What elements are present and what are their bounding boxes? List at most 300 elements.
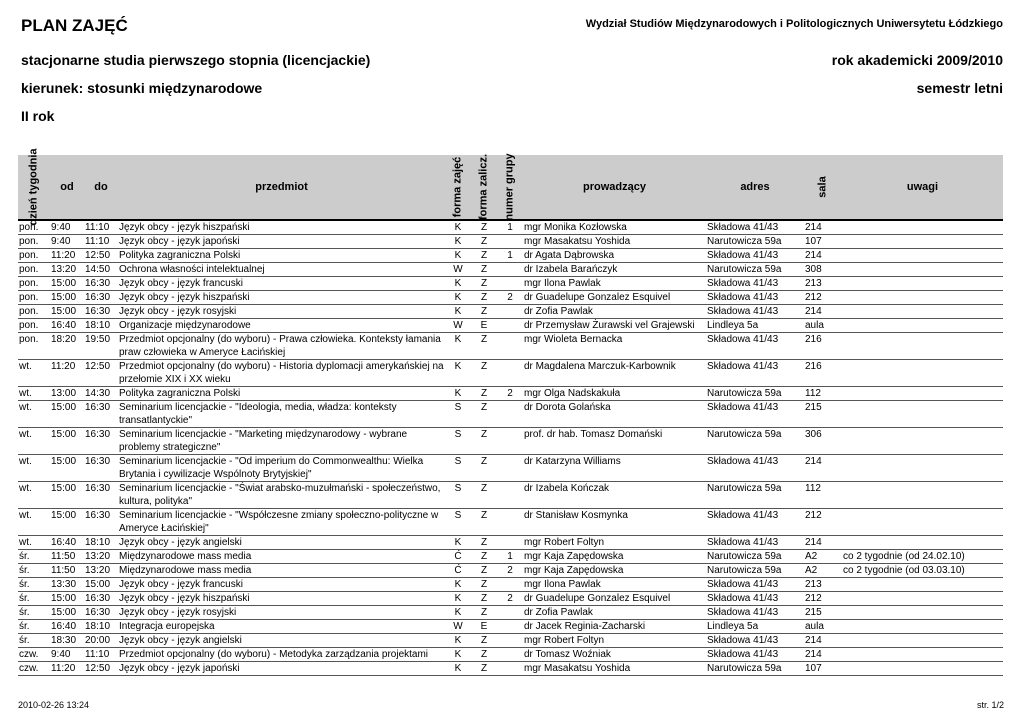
cell-subject: Język obcy - język hiszpański (118, 220, 445, 235)
cell-subject: Seminarium licencjackie - "Ideologia, media, władza: konteksty transatlantyckie" (118, 401, 445, 428)
cell-notes (842, 333, 1003, 360)
cell-teacher: dr Agata Dąbrowska (523, 249, 706, 263)
cell-group (497, 634, 523, 648)
cell-teacher: dr Guadelupe Gonzalez Esquivel (523, 592, 706, 606)
cell-notes (842, 263, 1003, 277)
cell-form: K (445, 249, 471, 263)
cell-subject: Język obcy - język francuski (118, 578, 445, 592)
cell-assessment: Z (471, 564, 497, 578)
cell-assessment: Z (471, 662, 497, 676)
cell-address: Składowa 41/43 (706, 634, 804, 648)
cell-notes (842, 592, 1003, 606)
table-row (18, 220, 1003, 235)
cell-teacher: dr Magdalena Marczuk-Karbownik (523, 360, 706, 387)
cell-address: Składowa 41/43 (706, 333, 804, 360)
cell-address: Składowa 41/43 (706, 578, 804, 592)
cell-group: 1 (497, 220, 523, 235)
cell-to: 11:10 (84, 235, 118, 249)
col-address-header: adres (706, 155, 804, 220)
cell-address: Składowa 41/43 (706, 277, 804, 291)
cell-room: 213 (804, 277, 842, 291)
cell-teacher: dr Jacek Reginia-Zacharski (523, 620, 706, 634)
cell-day: pon. (18, 277, 50, 291)
cell-notes (842, 536, 1003, 550)
course-year: II rok (21, 108, 55, 124)
cell-teacher: dr Tomasz Woźniak (523, 648, 706, 662)
cell-notes (842, 360, 1003, 387)
cell-from: 13:20 (50, 263, 84, 277)
cell-address: Składowa 41/43 (706, 220, 804, 235)
cell-subject: Język obcy - język rosyjski (118, 305, 445, 319)
cell-from: 15:00 (50, 606, 84, 620)
field-of-study: kierunek: stosunki międzynarodowe (21, 80, 263, 96)
cell-assessment: Z (471, 360, 497, 387)
cell-assessment: Z (471, 333, 497, 360)
cell-to: 16:30 (84, 509, 118, 536)
cell-subject: Seminarium licencjackie - "Współczesne zmiany społeczno-polityczne w Ameryce Łacińskiej" (118, 509, 445, 536)
cell-form: W (445, 620, 471, 634)
cell-to: 12:50 (84, 360, 118, 387)
cell-room: 112 (804, 387, 842, 401)
cell-form: K (445, 578, 471, 592)
cell-form: S (445, 455, 471, 482)
cell-group (497, 648, 523, 662)
cell-form: K (445, 662, 471, 676)
cell-from: 15:00 (50, 482, 84, 509)
cell-from: 15:00 (50, 277, 84, 291)
cell-subject: Polityka zagraniczna Polski (118, 387, 445, 401)
cell-room: 216 (804, 360, 842, 387)
cell-assessment: Z (471, 648, 497, 662)
cell-from: 16:40 (50, 536, 84, 550)
cell-notes (842, 401, 1003, 428)
table-row (18, 482, 1003, 509)
cell-group (497, 263, 523, 277)
cell-assessment: E (471, 319, 497, 333)
cell-notes (842, 482, 1003, 509)
cell-address: Narutowicza 59a (706, 662, 804, 676)
cell-subject: Seminarium licencjackie - "Od imperium do Commonwealthu: Wielka Brytania i cywilizacje Wspólnoty Brytyjskiej" (118, 455, 445, 482)
cell-assessment: Z (471, 263, 497, 277)
cell-notes: co 2 tygodnie (od 03.03.10) (842, 564, 1003, 578)
cell-group (497, 428, 523, 455)
cell-group: 2 (497, 564, 523, 578)
cell-to: 14:30 (84, 387, 118, 401)
cell-day: śr. (18, 606, 50, 620)
cell-day: pon. (18, 220, 50, 235)
table-row (18, 550, 1003, 564)
cell-group (497, 360, 523, 387)
cell-assessment: Z (471, 220, 497, 235)
cell-group (497, 305, 523, 319)
cell-notes (842, 662, 1003, 676)
cell-form: K (445, 387, 471, 401)
cell-to: 18:10 (84, 536, 118, 550)
cell-from: 15:00 (50, 305, 84, 319)
cell-form: K (445, 333, 471, 360)
cell-group: 2 (497, 291, 523, 305)
cell-teacher: mgr Masakatsu Yoshida (523, 662, 706, 676)
cell-from: 18:30 (50, 634, 84, 648)
cell-to: 20:00 (84, 634, 118, 648)
cell-room: 214 (804, 249, 842, 263)
table-row (18, 333, 1003, 360)
cell-day: wt. (18, 360, 50, 387)
cell-to: 16:30 (84, 606, 118, 620)
cell-form: W (445, 263, 471, 277)
cell-assessment: Z (471, 606, 497, 620)
cell-to: 18:10 (84, 319, 118, 333)
cell-to: 16:30 (84, 482, 118, 509)
cell-assessment: Z (471, 277, 497, 291)
cell-room: 212 (804, 509, 842, 536)
cell-notes (842, 606, 1003, 620)
cell-address: Lindleya 5a (706, 620, 804, 634)
cell-day: wt. (18, 387, 50, 401)
cell-address: Składowa 41/43 (706, 536, 804, 550)
cell-form: K (445, 592, 471, 606)
cell-subject: Język obcy - język rosyjski (118, 606, 445, 620)
cell-address: Składowa 41/43 (706, 360, 804, 387)
cell-address: Składowa 41/43 (706, 509, 804, 536)
cell-day: śr. (18, 550, 50, 564)
cell-group (497, 277, 523, 291)
cell-to: 12:50 (84, 662, 118, 676)
table-row (18, 536, 1003, 550)
col-from-header: od (50, 155, 84, 220)
cell-notes (842, 220, 1003, 235)
cell-day: wt. (18, 509, 50, 536)
cell-subject: Polityka zagraniczna Polski (118, 249, 445, 263)
col-to-header: do (84, 155, 118, 220)
cell-address: Lindleya 5a (706, 319, 804, 333)
cell-room: 214 (804, 455, 842, 482)
cell-assessment: Z (471, 401, 497, 428)
table-row (18, 620, 1003, 634)
cell-address: Narutowicza 59a (706, 263, 804, 277)
print-date: 2010-02-26 13:24 (18, 700, 90, 710)
cell-to: 14:50 (84, 263, 118, 277)
cell-room: 214 (804, 305, 842, 319)
cell-assessment: E (471, 620, 497, 634)
cell-subject: Język obcy - język francuski (118, 277, 445, 291)
cell-to: 11:10 (84, 220, 118, 235)
cell-day: śr. (18, 634, 50, 648)
cell-subject: Język obcy - język hiszpański (118, 592, 445, 606)
cell-day: wt. (18, 536, 50, 550)
cell-subject: Międzynarodowe mass media (118, 550, 445, 564)
cell-to: 16:30 (84, 455, 118, 482)
table-row (18, 291, 1003, 305)
cell-day: pon. (18, 249, 50, 263)
cell-subject: Integracja europejska (118, 620, 445, 634)
cell-subject: Międzynarodowe mass media (118, 564, 445, 578)
cell-from: 15:00 (50, 428, 84, 455)
cell-group (497, 662, 523, 676)
cell-to: 16:30 (84, 305, 118, 319)
col-subject-header: przedmiot (118, 155, 445, 220)
cell-day: pon. (18, 319, 50, 333)
cell-from: 13:30 (50, 578, 84, 592)
cell-from: 15:00 (50, 455, 84, 482)
table-row (18, 249, 1003, 263)
cell-to: 16:30 (84, 291, 118, 305)
cell-subject: Język obcy - język hiszpański (118, 291, 445, 305)
cell-assessment: Z (471, 291, 497, 305)
cell-teacher: dr Dorota Golańska (523, 401, 706, 428)
cell-group (497, 455, 523, 482)
col-notes-header: uwagi (842, 155, 1003, 220)
cell-from: 15:00 (50, 401, 84, 428)
cell-notes (842, 634, 1003, 648)
cell-to: 11:10 (84, 648, 118, 662)
cell-from: 16:40 (50, 319, 84, 333)
cell-form: K (445, 648, 471, 662)
cell-room: 215 (804, 401, 842, 428)
cell-day: wt. (18, 428, 50, 455)
cell-teacher: prof. dr hab. Tomasz Domański (523, 428, 706, 455)
cell-subject: Organizacje międzynarodowe (118, 319, 445, 333)
col-teachers-header: prowadzący (523, 155, 706, 220)
cell-assessment: Z (471, 305, 497, 319)
cell-from: 16:40 (50, 620, 84, 634)
cell-teacher: dr Zofia Pawlak (523, 305, 706, 319)
cell-teacher: mgr Kaja Zapędowska (523, 564, 706, 578)
cell-teacher: mgr Wioleta Bernacka (523, 333, 706, 360)
cell-notes (842, 291, 1003, 305)
cell-address: Składowa 41/43 (706, 606, 804, 620)
cell-assessment: Z (471, 455, 497, 482)
cell-room: 306 (804, 428, 842, 455)
cell-form: W (445, 319, 471, 333)
col-form-header: forma zajęć (445, 155, 471, 220)
table-row (18, 564, 1003, 578)
cell-teacher: dr Izabela Kończak (523, 482, 706, 509)
page-number: str. 1/2 (976, 700, 1004, 710)
cell-form: K (445, 220, 471, 235)
cell-teacher: dr Przemysław Żurawski vel Grajewski (523, 319, 706, 333)
cell-notes (842, 387, 1003, 401)
table-row (18, 235, 1003, 249)
semester: semestr letni (916, 80, 1003, 96)
cell-group (497, 319, 523, 333)
cell-group (497, 620, 523, 634)
cell-notes (842, 509, 1003, 536)
studies-type: stacjonarne studia pierwszego stopnia (licencjackie) (21, 52, 371, 68)
cell-notes (842, 648, 1003, 662)
cell-assessment: Z (471, 482, 497, 509)
cell-notes (842, 620, 1003, 634)
cell-group (497, 509, 523, 536)
col-group-header: numer grupy (497, 155, 523, 220)
cell-assessment: Z (471, 634, 497, 648)
cell-address: Składowa 41/43 (706, 249, 804, 263)
cell-day: czw. (18, 662, 50, 676)
cell-group (497, 333, 523, 360)
table-row (18, 592, 1003, 606)
cell-day: pon. (18, 263, 50, 277)
cell-group: 2 (497, 387, 523, 401)
cell-room: 212 (804, 291, 842, 305)
cell-from: 9:40 (50, 220, 84, 235)
cell-teacher: mgr Monika Kozłowska (523, 220, 706, 235)
cell-assessment: Z (471, 235, 497, 249)
cell-from: 11:20 (50, 360, 84, 387)
cell-address: Narutowicza 59a (706, 482, 804, 509)
col-assessment-header: forma zalicz. (471, 155, 497, 220)
cell-day: wt. (18, 455, 50, 482)
cell-from: 11:50 (50, 564, 84, 578)
cell-subject: Język obcy - język angielski (118, 634, 445, 648)
cell-group: 1 (497, 249, 523, 263)
cell-from: 9:40 (50, 648, 84, 662)
cell-teacher: mgr Ilona Pawlak (523, 277, 706, 291)
cell-group (497, 401, 523, 428)
cell-day: pon. (18, 291, 50, 305)
cell-to: 16:30 (84, 277, 118, 291)
cell-teacher: mgr Masakatsu Yoshida (523, 235, 706, 249)
table-row (18, 606, 1003, 620)
cell-to: 13:20 (84, 550, 118, 564)
cell-assessment: Z (471, 536, 497, 550)
cell-assessment: Z (471, 249, 497, 263)
cell-form: S (445, 482, 471, 509)
cell-room: aula (804, 319, 842, 333)
table-header-row (18, 155, 1003, 220)
cell-form: S (445, 509, 471, 536)
table-row (18, 578, 1003, 592)
cell-room: 213 (804, 578, 842, 592)
cell-form: Ć (445, 564, 471, 578)
cell-from: 15:00 (50, 592, 84, 606)
schedule-table (18, 148, 1003, 676)
cell-subject: Przedmiot opcjonalny (do wyboru) - Prawa człowieka. Konteksty łamania praw człowieka w Ameryce Łacińskiej (118, 333, 445, 360)
table-row (18, 360, 1003, 387)
cell-from: 11:20 (50, 249, 84, 263)
cell-from: 18:20 (50, 333, 84, 360)
cell-to: 16:30 (84, 401, 118, 428)
cell-assessment: Z (471, 509, 497, 536)
cell-address: Narutowicza 59a (706, 235, 804, 249)
cell-day: śr. (18, 564, 50, 578)
cell-teacher: mgr Kaja Zapędowska (523, 550, 706, 564)
table-row (18, 634, 1003, 648)
cell-day: wt. (18, 482, 50, 509)
cell-day: pon. (18, 333, 50, 360)
cell-day: śr. (18, 620, 50, 634)
cell-day: śr. (18, 592, 50, 606)
cell-room: 215 (804, 606, 842, 620)
cell-teacher: mgr Olga Nadskakuła (523, 387, 706, 401)
cell-room: aula (804, 620, 842, 634)
cell-address: Narutowicza 59a (706, 428, 804, 455)
faculty-name: Wydział Studiów Międzynarodowych i Politologicznych Uniwersytetu Łódzkiego (585, 18, 1003, 30)
cell-form: K (445, 291, 471, 305)
cell-assessment: Z (471, 592, 497, 606)
cell-notes (842, 305, 1003, 319)
table-row (18, 401, 1003, 428)
cell-room: 212 (804, 592, 842, 606)
cell-from: 13:00 (50, 387, 84, 401)
cell-address: Składowa 41/43 (706, 305, 804, 319)
cell-day: śr. (18, 578, 50, 592)
cell-room: 107 (804, 662, 842, 676)
cell-room: 214 (804, 536, 842, 550)
cell-group (497, 482, 523, 509)
cell-subject: Seminarium licencjackie - "Marketing międzynarodowy - wybrane problemy strategiczne" (118, 428, 445, 455)
cell-notes (842, 235, 1003, 249)
table-row (18, 662, 1003, 676)
cell-address: Narutowicza 59a (706, 550, 804, 564)
cell-group (497, 606, 523, 620)
cell-teacher: mgr Robert Foltyn (523, 536, 706, 550)
table-row (18, 648, 1003, 662)
cell-group: 2 (497, 592, 523, 606)
cell-subject: Język obcy - język japoński (118, 235, 445, 249)
cell-address: Składowa 41/43 (706, 455, 804, 482)
cell-form: K (445, 305, 471, 319)
cell-room: 214 (804, 634, 842, 648)
cell-to: 15:00 (84, 578, 118, 592)
cell-teacher: mgr Robert Foltyn (523, 634, 706, 648)
cell-assessment: Z (471, 550, 497, 564)
cell-from: 15:00 (50, 509, 84, 536)
cell-assessment: Z (471, 578, 497, 592)
cell-room: 214 (804, 648, 842, 662)
cell-address: Narutowicza 59a (706, 387, 804, 401)
cell-address: Składowa 41/43 (706, 648, 804, 662)
cell-room: 216 (804, 333, 842, 360)
cell-form: K (445, 606, 471, 620)
cell-group (497, 536, 523, 550)
cell-form: S (445, 401, 471, 428)
cell-form: Ć (445, 550, 471, 564)
cell-teacher: dr Stanisław Kosmynka (523, 509, 706, 536)
cell-room: 112 (804, 482, 842, 509)
cell-from: 11:50 (50, 550, 84, 564)
cell-subject: Seminarium licencjackie - "Świat arabsko-muzułmański - społeczeństwo, kultura, polityka" (118, 482, 445, 509)
cell-subject: Przedmiot opcjonalny (do wyboru) - Historia dyplomacji amerykańskiej na przełomie XIX i XX wieku (119, 361, 444, 385)
cell-day: pon. (18, 305, 50, 319)
academic-year: rok akademicki 2009/2010 (831, 52, 1003, 68)
cell-day: wt. (18, 401, 50, 428)
cell-day: czw. (18, 648, 50, 662)
cell-subject: Przedmiot opcjonalny (do wyboru) - Metodyka zarządzania projektami (118, 648, 445, 662)
col-room-header: sala (804, 155, 842, 220)
cell-notes (842, 428, 1003, 455)
cell-room: A2 (804, 564, 842, 578)
table-row (18, 277, 1003, 291)
table-row (18, 387, 1003, 401)
cell-teacher: dr Zofia Pawlak (523, 606, 706, 620)
table-row (18, 428, 1003, 455)
cell-address: Składowa 41/43 (706, 291, 804, 305)
cell-room: A2 (804, 550, 842, 564)
cell-teacher: mgr Ilona Pawlak (523, 578, 706, 592)
cell-form: K (445, 277, 471, 291)
cell-to: 19:50 (84, 333, 118, 360)
cell-subject: Język obcy - język japoński (118, 662, 445, 676)
cell-assessment: Z (471, 387, 497, 401)
cell-group: 1 (497, 550, 523, 564)
cell-notes (842, 578, 1003, 592)
cell-group (497, 578, 523, 592)
cell-day: pon. (18, 235, 50, 249)
cell-subject: Język obcy - język angielski (118, 536, 445, 550)
table-row (18, 305, 1003, 319)
cell-form: K (445, 634, 471, 648)
cell-address: Składowa 41/43 (706, 592, 804, 606)
